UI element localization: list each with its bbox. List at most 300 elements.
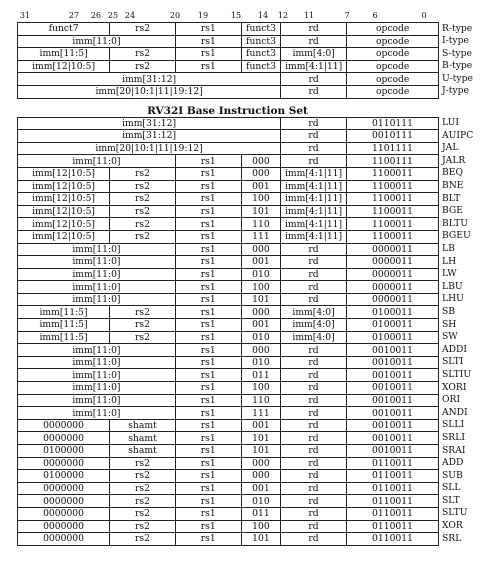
field-cell: imm[11:5] <box>18 306 110 319</box>
instruction-encoding-table <box>17 117 439 546</box>
field-cell: 010 <box>241 356 280 369</box>
field-cell: rs1 <box>175 331 241 344</box>
instruction-row <box>18 319 439 332</box>
field-cell: rd <box>281 457 347 470</box>
instruction-row-name: SLLI <box>442 419 465 431</box>
field-cell: rs2 <box>110 193 176 206</box>
field-cell: 0010011 <box>346 407 438 420</box>
field-cell: imm[11:5] <box>18 48 110 61</box>
bit-label: 20 <box>169 11 181 20</box>
field-cell: 0010011 <box>346 419 438 432</box>
field-cell: rs1 <box>175 445 241 458</box>
instruction-row <box>18 419 439 432</box>
field-cell: 100 <box>241 281 280 294</box>
field-cell: imm[11:0] <box>18 382 176 395</box>
field-cell: rd <box>281 470 347 483</box>
field-cell: rd <box>281 407 347 420</box>
instruction-row <box>18 457 439 470</box>
instruction-row-name: LW <box>442 268 457 280</box>
instruction-row-name: BLTU <box>442 217 468 229</box>
instruction-row-name: SW <box>442 331 458 343</box>
field-cell: imm[20|10:1|11|19:12] <box>18 142 281 155</box>
field-cell: rs1 <box>175 432 241 445</box>
field-cell: imm[31:12] <box>18 117 281 130</box>
field-cell: imm[11:0] <box>18 243 176 256</box>
field-cell: 0000000 <box>18 457 110 470</box>
field-cell: 0110011 <box>346 457 438 470</box>
field-cell: opcode <box>347 73 439 86</box>
field-cell: imm[11:0] <box>18 356 176 369</box>
field-cell: 0010011 <box>346 369 438 382</box>
format-row-name: I-type <box>442 35 469 47</box>
field-cell: 1101111 <box>346 142 438 155</box>
field-cell: 0110011 <box>346 495 438 508</box>
field-cell: rs1 <box>175 48 241 61</box>
instruction-row <box>18 369 439 382</box>
instruction-row-name: LB <box>442 243 455 254</box>
field-cell: 0000000 <box>18 495 110 508</box>
format-row <box>18 23 439 36</box>
field-cell: imm[11:0] <box>18 35 176 48</box>
field-cell: imm[11:0] <box>18 256 176 269</box>
field-cell: rs1 <box>175 155 241 168</box>
field-cell: rs1 <box>175 319 241 332</box>
field-cell: rs1 <box>175 243 241 256</box>
field-cell: 0100011 <box>346 331 438 344</box>
field-cell: 0100000 <box>18 445 110 458</box>
field-cell: rs2 <box>110 457 176 470</box>
field-cell: 1100011 <box>346 180 438 193</box>
bit-label: 14 <box>257 11 269 20</box>
field-cell: 000 <box>241 470 280 483</box>
field-cell: rd <box>281 369 347 382</box>
field-cell: rs1 <box>175 495 241 508</box>
instruction-row-name: LBU <box>442 280 463 292</box>
instruction-row-name: LHU <box>442 293 464 305</box>
instruction-row <box>18 218 439 231</box>
bit-label: 15 <box>230 11 242 20</box>
field-cell: rd <box>281 130 347 143</box>
field-cell: imm[4:0] <box>281 331 347 344</box>
field-cell: imm[4:1|11] <box>281 60 347 73</box>
field-cell: imm[31:12] <box>18 130 281 143</box>
field-cell: opcode <box>347 60 439 73</box>
instruction-row <box>18 243 439 256</box>
instruction-row <box>18 117 439 130</box>
field-cell: imm[4:1|11] <box>281 230 347 243</box>
instruction-row <box>18 331 439 344</box>
field-cell: funct3 <box>241 35 281 48</box>
field-cell: 110 <box>241 394 280 407</box>
format-table-block <box>17 22 491 99</box>
instruction-row-name: SRL <box>442 532 462 544</box>
field-cell: imm[11:5] <box>18 319 110 332</box>
field-cell: 001 <box>241 180 280 193</box>
field-cell: 111 <box>241 407 280 420</box>
bit-label: 24 <box>124 11 136 20</box>
format-row-name: J-type <box>442 85 469 97</box>
instruction-row <box>18 470 439 483</box>
instruction-row-name: BNE <box>442 180 464 192</box>
instruction-row <box>18 167 439 180</box>
field-cell: rd <box>281 394 347 407</box>
field-cell: shamt <box>110 419 176 432</box>
field-cell: rs1 <box>175 369 241 382</box>
instruction-row-name: JALR <box>442 154 466 166</box>
field-cell: 000 <box>241 457 280 470</box>
field-cell: opcode <box>347 23 439 36</box>
field-cell: rd <box>281 73 347 86</box>
field-cell: 0010011 <box>346 356 438 369</box>
field-cell: rs1 <box>175 218 241 231</box>
field-cell: imm[4:1|11] <box>281 218 347 231</box>
field-cell: 000 <box>241 155 280 168</box>
field-cell: 0000000 <box>18 520 110 533</box>
bit-label: 19 <box>197 11 209 20</box>
field-cell: rd <box>281 520 347 533</box>
field-cell: 101 <box>241 533 280 546</box>
instruction-row-name: XORI <box>442 381 467 393</box>
field-cell: rs2 <box>110 23 176 36</box>
field-cell: rs2 <box>110 319 176 332</box>
field-cell: imm[4:0] <box>281 48 347 61</box>
instruction-row <box>18 293 439 306</box>
field-cell: 001 <box>241 319 280 332</box>
field-cell: rd <box>281 155 347 168</box>
bit-label: 7 <box>344 11 350 20</box>
field-cell: rs2 <box>110 482 176 495</box>
format-row-name: B-type <box>442 60 473 72</box>
field-cell: 0110011 <box>346 533 438 546</box>
field-cell: rs1 <box>175 23 241 36</box>
field-cell: funct3 <box>241 60 281 73</box>
field-cell: 100 <box>241 382 280 395</box>
instruction-row-name: JAL <box>442 142 459 154</box>
field-cell: rs1 <box>175 230 241 243</box>
bit-label: 11 <box>303 11 315 20</box>
instruction-row-name: SLTU <box>442 507 468 519</box>
field-cell: 0000011 <box>346 281 438 294</box>
field-cell: 001 <box>241 256 280 269</box>
field-cell: 1100011 <box>346 230 438 243</box>
field-cell: rs2 <box>110 205 176 218</box>
field-cell: 010 <box>241 331 280 344</box>
field-cell: rs1 <box>175 394 241 407</box>
field-cell: rd <box>281 142 347 155</box>
field-cell: rs1 <box>175 167 241 180</box>
section-title: RV32I Base Instruction Set <box>147 104 308 117</box>
instruction-row <box>18 268 439 281</box>
field-cell: rs2 <box>110 495 176 508</box>
field-cell: imm[11:5] <box>18 331 110 344</box>
field-cell: imm[11:0] <box>18 268 176 281</box>
field-cell: 0110011 <box>346 470 438 483</box>
format-row-name: R-type <box>442 22 473 34</box>
field-cell: 010 <box>241 495 280 508</box>
field-cell: rd <box>281 507 347 520</box>
instruction-row-name: BGE <box>442 205 463 217</box>
field-cell: rs2 <box>110 218 176 231</box>
field-cell: 0110011 <box>346 482 438 495</box>
field-cell: 0100000 <box>18 470 110 483</box>
field-cell: rd <box>281 344 347 357</box>
field-cell: rs2 <box>110 180 176 193</box>
field-cell: 0000011 <box>346 268 438 281</box>
instruction-row <box>18 520 439 533</box>
instruction-row <box>18 432 439 445</box>
field-cell: 000 <box>241 344 280 357</box>
field-cell: imm[11:0] <box>18 293 176 306</box>
field-cell: 101 <box>241 432 280 445</box>
field-cell: rd <box>281 293 347 306</box>
field-cell: rs2 <box>110 60 176 73</box>
field-cell: opcode <box>347 48 439 61</box>
field-cell: rs1 <box>175 344 241 357</box>
format-row <box>18 73 439 86</box>
bit-label: 25 <box>107 11 119 20</box>
instruction-reference-page <box>17 8 491 546</box>
field-cell: 0110111 <box>346 117 438 130</box>
instruction-row <box>18 193 439 206</box>
field-cell: rs1 <box>175 193 241 206</box>
field-cell: 000 <box>241 167 280 180</box>
field-cell: 100 <box>241 520 280 533</box>
instruction-row <box>18 130 439 143</box>
field-cell: rs1 <box>175 407 241 420</box>
instruction-row-name: ADDI <box>442 343 467 355</box>
field-cell: 0100011 <box>346 319 438 332</box>
field-cell: rd <box>281 35 347 48</box>
instruction-row <box>18 356 439 369</box>
bit-label: 31 <box>19 11 31 20</box>
field-cell: 1100011 <box>346 193 438 206</box>
field-cell: rs2 <box>110 48 176 61</box>
instruction-row-name: ADD <box>442 457 464 469</box>
field-cell: rs1 <box>175 306 241 319</box>
field-cell: imm[12|10:5] <box>18 218 110 231</box>
field-cell: rs1 <box>175 482 241 495</box>
field-cell: rd <box>281 482 347 495</box>
field-cell: 0000000 <box>18 432 110 445</box>
field-cell: rs2 <box>110 470 176 483</box>
field-cell: 100 <box>241 193 280 206</box>
field-cell: imm[4:0] <box>281 306 347 319</box>
field-cell: rs1 <box>175 256 241 269</box>
field-cell: rs2 <box>110 533 176 546</box>
field-cell: 011 <box>241 507 280 520</box>
instruction-row <box>18 306 439 319</box>
field-cell: imm[4:1|11] <box>281 180 347 193</box>
field-cell: rd <box>281 23 347 36</box>
instruction-row <box>18 180 439 193</box>
instruction-row-name: LH <box>442 255 457 267</box>
bit-label: 0 <box>421 11 427 20</box>
field-cell: 0110011 <box>346 520 438 533</box>
field-cell: 0010011 <box>346 445 438 458</box>
field-cell: 0000000 <box>18 507 110 520</box>
instruction-row-name: BEQ <box>442 167 463 179</box>
instruction-row-name: SB <box>442 305 456 317</box>
instruction-row-name: BLT <box>442 192 461 204</box>
field-cell: imm[4:1|11] <box>281 193 347 206</box>
field-cell: rs1 <box>175 470 241 483</box>
field-cell: 111 <box>241 230 280 243</box>
bit-label: 6 <box>372 11 378 20</box>
field-cell: imm[11:0] <box>18 281 176 294</box>
field-cell: rs1 <box>175 281 241 294</box>
field-cell: imm[12|10:5] <box>18 167 110 180</box>
field-cell: 0110011 <box>346 507 438 520</box>
field-cell: rd <box>281 256 347 269</box>
bit-position-header <box>17 8 491 22</box>
field-cell: imm[4:1|11] <box>281 167 347 180</box>
field-cell: 0010011 <box>346 344 438 357</box>
instruction-row <box>18 507 439 520</box>
field-cell: 110 <box>241 218 280 231</box>
instruction-row <box>18 407 439 420</box>
field-cell: rs2 <box>110 230 176 243</box>
format-row <box>18 85 439 98</box>
field-cell: 001 <box>241 482 280 495</box>
instruction-table-block <box>17 117 491 546</box>
instruction-row <box>18 142 439 155</box>
field-cell: imm[12|10:5] <box>18 205 110 218</box>
instruction-row <box>18 495 439 508</box>
instruction-row <box>18 445 439 458</box>
field-cell: funct3 <box>241 23 281 36</box>
field-cell: rs1 <box>175 533 241 546</box>
field-cell: imm[11:0] <box>18 369 176 382</box>
field-cell: imm[12|10:5] <box>18 60 110 73</box>
format-row-name: U-type <box>442 72 473 84</box>
instruction-row <box>18 533 439 546</box>
field-cell: rd <box>281 85 347 98</box>
format-row-name: S-type <box>442 47 472 59</box>
instruction-row-name: LUI <box>442 117 459 129</box>
instruction-row <box>18 230 439 243</box>
instruction-row-name: SLT <box>442 494 460 506</box>
field-cell: rd <box>281 281 347 294</box>
format-row <box>18 35 439 48</box>
field-cell: rs2 <box>110 507 176 520</box>
instruction-row <box>18 281 439 294</box>
field-cell: 1100011 <box>346 167 438 180</box>
field-cell: imm[4:0] <box>281 319 347 332</box>
field-cell: imm[11:0] <box>18 407 176 420</box>
field-cell: 000 <box>241 306 280 319</box>
field-cell: 0000000 <box>18 419 110 432</box>
field-cell: 001 <box>241 419 280 432</box>
field-cell: rd <box>281 432 347 445</box>
instruction-row-name: SLL <box>442 482 461 494</box>
field-cell: rs1 <box>175 293 241 306</box>
field-cell: opcode <box>347 85 439 98</box>
field-cell: 0010011 <box>346 394 438 407</box>
field-cell: rs1 <box>175 180 241 193</box>
field-cell: 0010111 <box>346 130 438 143</box>
field-cell: shamt <box>110 445 176 458</box>
field-cell: imm[11:0] <box>18 155 176 168</box>
instruction-row-name: ORI <box>442 394 461 406</box>
bit-label: 12 <box>277 11 289 20</box>
field-cell: rd <box>281 268 347 281</box>
field-cell: imm[12|10:5] <box>18 230 110 243</box>
field-cell: rs1 <box>175 205 241 218</box>
field-cell: rs1 <box>175 419 241 432</box>
field-cell: imm[11:0] <box>18 344 176 357</box>
field-cell: rd <box>281 495 347 508</box>
field-cell: imm[12|10:5] <box>18 180 110 193</box>
format-row <box>18 60 439 73</box>
field-cell: rs2 <box>110 331 176 344</box>
field-cell: rd <box>281 445 347 458</box>
field-cell: imm[4:1|11] <box>281 205 347 218</box>
instruction-row <box>18 344 439 357</box>
instruction-formats-table <box>17 22 439 99</box>
field-cell: rs1 <box>175 268 241 281</box>
field-cell: rs1 <box>175 35 241 48</box>
field-cell: rd <box>281 243 347 256</box>
field-cell: rd <box>281 117 347 130</box>
field-cell: 011 <box>241 369 280 382</box>
field-cell: imm[31:12] <box>18 73 281 86</box>
bit-label: 26 <box>90 11 102 20</box>
instruction-row <box>18 155 439 168</box>
field-cell: 010 <box>241 268 280 281</box>
field-cell: funct7 <box>18 23 110 36</box>
field-cell: 1100011 <box>346 205 438 218</box>
format-row <box>18 48 439 61</box>
field-cell: rs1 <box>175 60 241 73</box>
field-cell: imm[11:0] <box>18 394 176 407</box>
instruction-row-name: AUIPC <box>442 129 474 141</box>
field-cell: rd <box>281 356 347 369</box>
field-cell: 0000011 <box>346 293 438 306</box>
instruction-row <box>18 205 439 218</box>
instruction-row <box>18 382 439 395</box>
field-cell: imm[20|10:1|11|19:12] <box>18 85 281 98</box>
field-cell: 101 <box>241 293 280 306</box>
instruction-row-name: SUB <box>442 469 463 481</box>
instruction-row-name: BGEU <box>442 230 471 242</box>
field-cell: rs1 <box>175 382 241 395</box>
instruction-row-name: XOR <box>442 520 463 532</box>
instruction-row <box>18 482 439 495</box>
field-cell: rs2 <box>110 306 176 319</box>
field-cell: rs1 <box>175 520 241 533</box>
field-cell: 101 <box>241 445 280 458</box>
field-cell: rd <box>281 533 347 546</box>
field-cell: rs2 <box>110 520 176 533</box>
field-cell: 0010011 <box>346 382 438 395</box>
instruction-row-name: ANDI <box>442 406 468 418</box>
field-cell: rs2 <box>110 167 176 180</box>
instruction-row-name: SRAI <box>442 444 466 456</box>
field-cell: imm[12|10:5] <box>18 193 110 206</box>
field-cell: 0100011 <box>346 306 438 319</box>
field-cell: 0010011 <box>346 432 438 445</box>
field-cell: 0000011 <box>346 256 438 269</box>
field-cell: 0000000 <box>18 482 110 495</box>
field-cell: rd <box>281 419 347 432</box>
instruction-row-name: SH <box>442 318 457 330</box>
field-cell: shamt <box>110 432 176 445</box>
field-cell: 101 <box>241 205 280 218</box>
instruction-row <box>18 256 439 269</box>
bit-label: 27 <box>68 11 80 20</box>
instruction-row-name: SLTI <box>442 356 464 368</box>
field-cell: 1100111 <box>346 155 438 168</box>
